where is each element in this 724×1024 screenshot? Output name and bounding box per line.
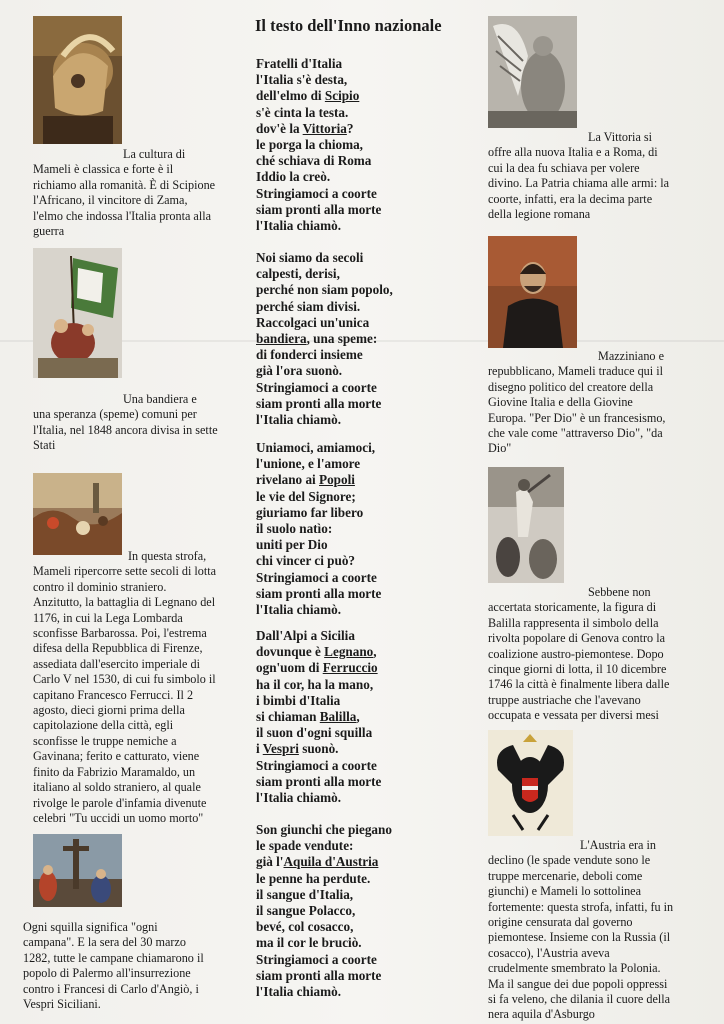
verse-line: rivelano ai Popoli [256,472,355,488]
verse-line: s'è cinta la testa. [256,104,349,120]
verse-line: siam pronti alla morte [256,201,382,217]
glossed-term: Scipio [324,88,360,104]
note-mazzini [488,349,703,457]
verse-line: dell'elmo di Scipio [256,88,360,104]
page-title: Il testo dell'Inno nazionale [255,16,442,35]
verse-line: Iddio la creò. [256,169,331,185]
verse-line: perché siam divisi. [256,298,361,314]
scipio-helmet-image [33,16,122,144]
vespri-image [33,834,122,907]
verse-line: ma il cor le bruciò. [256,935,362,951]
mazzini-portrait-image [488,236,577,348]
verse-line: chi vincer ci può? [256,553,356,569]
austrian-eagle-image [488,730,573,836]
verse-line: i bimbi d'Italia [256,692,341,708]
note-bandiera [33,392,233,454]
verse-line: Uniamoci, amiamoci, [256,440,376,455]
stanza-1 [256,56,381,234]
note-scipio [33,147,233,239]
note-vittoria [488,130,703,222]
verse-line: uniti per Dio [256,537,328,553]
battle-image [33,473,122,555]
verse-line: il suolo natìo: [256,521,333,537]
note-vespri-text: Ogni squilla significa "ogni campana". E la sera del 30 marzo 1282, tutte le campane chiamarono il popolo di Palermo all'insurrezione contro i Francesi di Carlo d'Angiò, i Vespri Siciliani. [23,920,204,1012]
verse-line: Raccolgaci un'unica [256,314,370,330]
note-scipio-text: La cultura di Mameli è classica e forte è il richiamo alla romanità. È di Scipione l'Africano, il vincitore di Zama, l'elmo che indossa l'Italia pronta alla guerra [33,147,216,239]
note-vespri [23,920,238,1012]
note-legnano-text: In questa strofa, Mameli ripercorre sette secoli di lotta contro il dominio straniero. Anzitutto, la battaglia di Legnano del 1176, in cui la Lega Lombarda sconfisse Barbarossa. Poi, l'estrema difesa della Repubblica di Firenze, assediata dall'esercito imperiale di Carlo V nel 1530, di cui fu simbolo il capitano Francesco Ferrucci. Il 2 agosto, dieci giorni prima della capitolazione della città, egli sconfisse le truppe nemiche a Gavinana; ferito e catturato, viene finito da Fabrizio Maramaldo, un italiano al soldo straniero, al quale rivolge le parole d'infamia divenute celebri "Tu uccidi un uomo morto" [33,549,217,825]
note-austria-text: L'Austria era in declino (le spade vendute sono le truppe mercenarie, deboli come giunchi) e Mameli lo sottolinea fortemente: questa strofa, infatti, fu in origine censurata dal governo piemontese. Insieme con la Russia (il cosacco), l'Austria aveva crudelmente smembrato la Polonia. Ma il sangue dei due popoli oppressi si fa veleno, che dilania il cuore della nera aquila d'Asburgo [488,838,674,1022]
verse-line: le spade vendute: [256,838,354,854]
verse-line: ché schiava di Roma [256,153,372,169]
verse-line: i Vespri suonò. [256,741,339,757]
glossed-term: Popoli [319,472,355,488]
verse-line: Stringiamoci a coorte [256,951,377,967]
verse-line: l'Italia chiamò. [256,984,341,1000]
verse-line: Dall'Alpi a Sicilia [256,628,355,643]
verse-line: dovunque è Legnano, [256,644,377,660]
verse-line: Noi siamo da secoli [256,250,364,265]
note-balilla [488,585,703,724]
note-balilla-text: Sebbene non accertata storicamente, la figura di Balilla rappresenta il simbolo della rivolta popolare di Genova contro la coalizione austro-piemontese. Dopo cinque giorni di lotta, il 10 dicembre 1746 la città è finalmente libera dalle truppe austriache che l'avevano occupata e vessata per diversi mesi [488,585,670,723]
verse-line: l'Italia chiamò. [256,602,341,618]
verse-line: Stringiamoci a coorte [256,185,377,201]
stanza-2 [256,250,393,428]
verse-line: ogn'uom di Ferruccio [256,660,378,676]
verse-line: Stringiamoci a coorte [256,569,377,585]
verse-line: il sangue d'Italia, [256,886,354,902]
glossed-term: Vittoria [302,120,347,136]
verse-line: di fonderci insieme [256,347,363,363]
stanza-5 [256,822,392,1000]
verse-line: dov'è la Vittoria? [256,120,354,136]
verse-line: l'unione, e l'amore [256,456,361,472]
verse-line: già l'ora suonò. [256,363,343,379]
balilla-image [488,467,564,583]
verse-line: le vie del Signore; [256,488,356,504]
verse-line: Stringiamoci a coorte [256,757,377,773]
stanza-4 [256,628,381,806]
verse-line: ha il cor, ha la mano, [256,676,374,692]
vittoria-image [488,16,577,128]
note-mazzini-text: Mazziniano e repubblicano, Mameli traduce qui il disegno politico del creatore della Giovine Italia e della Giovine Europa. "Per Dio" è un francesismo, che vale come "attraverso Dio", "da Dio" [488,349,666,456]
verse-line: siam pronti alla morte [256,773,382,789]
verse-line: si chiaman Balilla, [256,709,360,725]
verse-line: il suon d'ogni squilla [256,725,373,741]
verse-line: bevé, col cosacco, [256,919,354,935]
verse-line: bandiera, una speme: [256,331,378,347]
verse-line: l'Italia s'è desta, [256,72,348,88]
glossed-term: Balilla [319,709,357,725]
verse-line: già l'Aquila d'Austria [256,854,379,870]
verse-line: le porga la chioma, [256,137,363,153]
glossed-term: Vespri [262,741,299,757]
verse-line: l'Italia chiamò. [256,790,341,806]
verse-line: giuriamo far libero [256,504,364,520]
glossed-term: Legnano [324,644,374,660]
verse-line: l'Italia chiamò. [256,412,341,428]
glossed-term: bandiera [256,331,307,347]
stanza-3 [256,440,381,618]
verse-line: Stringiamoci a coorte [256,379,377,395]
flag-bearer-image [33,248,122,378]
verse-line: perché non siam popolo, [256,282,393,298]
verse-line: calpesti, derisi, [256,266,340,282]
verse-line: Fratelli d'Italia [256,56,343,71]
note-legnano [33,549,238,826]
verse-line: le penne ha perdute. [256,870,371,886]
note-vittoria-text: La Vittoria si offre alla nuova Italia e a Roma, di cui la dea fu schiava per volere divino. La Patria chiama alle armi: la coorte, infatti, era la decima parte della legione romana [488,130,670,222]
verse-line: Son giunchi che piegano [256,822,392,837]
verse-line: l'Italia chiamò. [256,218,341,234]
verse-line: siam pronti alla morte [256,395,382,411]
note-bandiera-text: Una bandiera e una speranza (speme) comuni per l'Italia, nel 1848 ancora divisa in sette Stati [33,392,218,453]
glossed-term: Aquila d'Austria [283,854,379,870]
glossed-term: Ferruccio [322,660,378,676]
verse-line: siam pronti alla morte [256,967,382,983]
note-austria [488,838,703,1023]
verse-line: siam pronti alla morte [256,585,382,601]
verse-line: il sangue Polacco, [256,903,356,919]
